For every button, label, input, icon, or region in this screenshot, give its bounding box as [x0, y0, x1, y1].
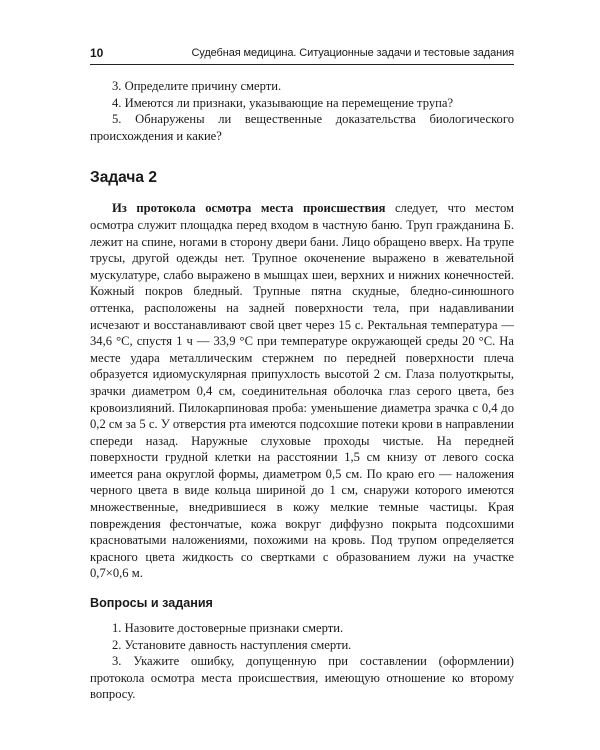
task-lead-in: Из протокола осмотра места происшествия: [112, 201, 386, 216]
questions-list: [90, 620, 514, 703]
previous-questions-list: [90, 78, 514, 144]
running-title: Судебная медицина. Ситуационные задачи и тестовые задания: [191, 47, 514, 59]
list-item: 1. Назовите достоверные признаки смерти.: [112, 621, 344, 636]
list-item: 5. Обнаружены ли вещественные доказательства биологического происхождения и какие?: [90, 112, 514, 143]
running-header: [90, 46, 514, 65]
page-number: 10: [90, 46, 104, 60]
task-heading: Задача 2: [90, 169, 157, 187]
book-page: [90, 46, 514, 703]
task-body: следует, что местом осмотра служит площадка перед входом в частную баню. Труп гражданина Б. лежит на спине, ногами в сторону двери бани. Лицо обращено вверх. На трупе трусы, другой одежды нет. Трупное окоченение выражено в жевательной мускулатуре, слабо выражено в мышцах шеи, верхних и нижних конечностей. Кожный покров бледный. Трупные пятна скудные, бледно-синюшного оттенка, расположены на задней поверхности тела, при надавливании исчезают и восстанавливают свой цвет через 15 с. Ректальная температура — 34,6 °С, спустя 1 ч — 33,9 °С при температуре окружающей среды 20 °С. На месте удара металлическим стержнем по передней поверхности плеча образуется идиомускулярная припухлость высотой 2 см. Глаза полуоткрыты, зрачки диаметром 0,4 см, соединительная оболочка глаз серого цвета, без кровоизлияний. Пилокарпиновая проба: уменьшение диаметра зрачка с 0,4 до 0,2 см за 5 с. У отверстия рта имеются подсохшие потеки крови в направлении спереди назад. Наружные слуховые проходы чистые. На передней поверхности грудной клетки на расстоянии 1,5 см книзу от левого соска имеется рана округлой формы, диаметром 0,5 см. По краю его — наложения черного цвета в виде кольца шириной до 1 см, снаружи которого имеются множественные, внедрившиеся в кожу мелкие темные частицы. Края повреждения фестончатые, кожа вокруг диффузно покрыта подсохшими красноватыми наложениями, похожими на кровь. Под трупом определяется красного цвета жидкость со свертками с образованием лужи на участке 0,7×0,6 м.: [90, 201, 514, 581]
questions-heading: Вопросы и задания: [90, 596, 213, 611]
list-item: 3. Укажите ошибку, допущенную при составлении (оформлении) протокола осмотра места происшествия, имеющую отношение ко второму вопросу.: [90, 654, 514, 702]
list-item: 4. Имеются ли признаки, указывающие на перемещение трупа?: [112, 95, 454, 110]
task-paragraph: [90, 200, 514, 582]
list-item: 2. Установите давность наступления смерти.: [112, 637, 352, 652]
list-item: 3. Определите причину смерти.: [112, 79, 282, 93]
